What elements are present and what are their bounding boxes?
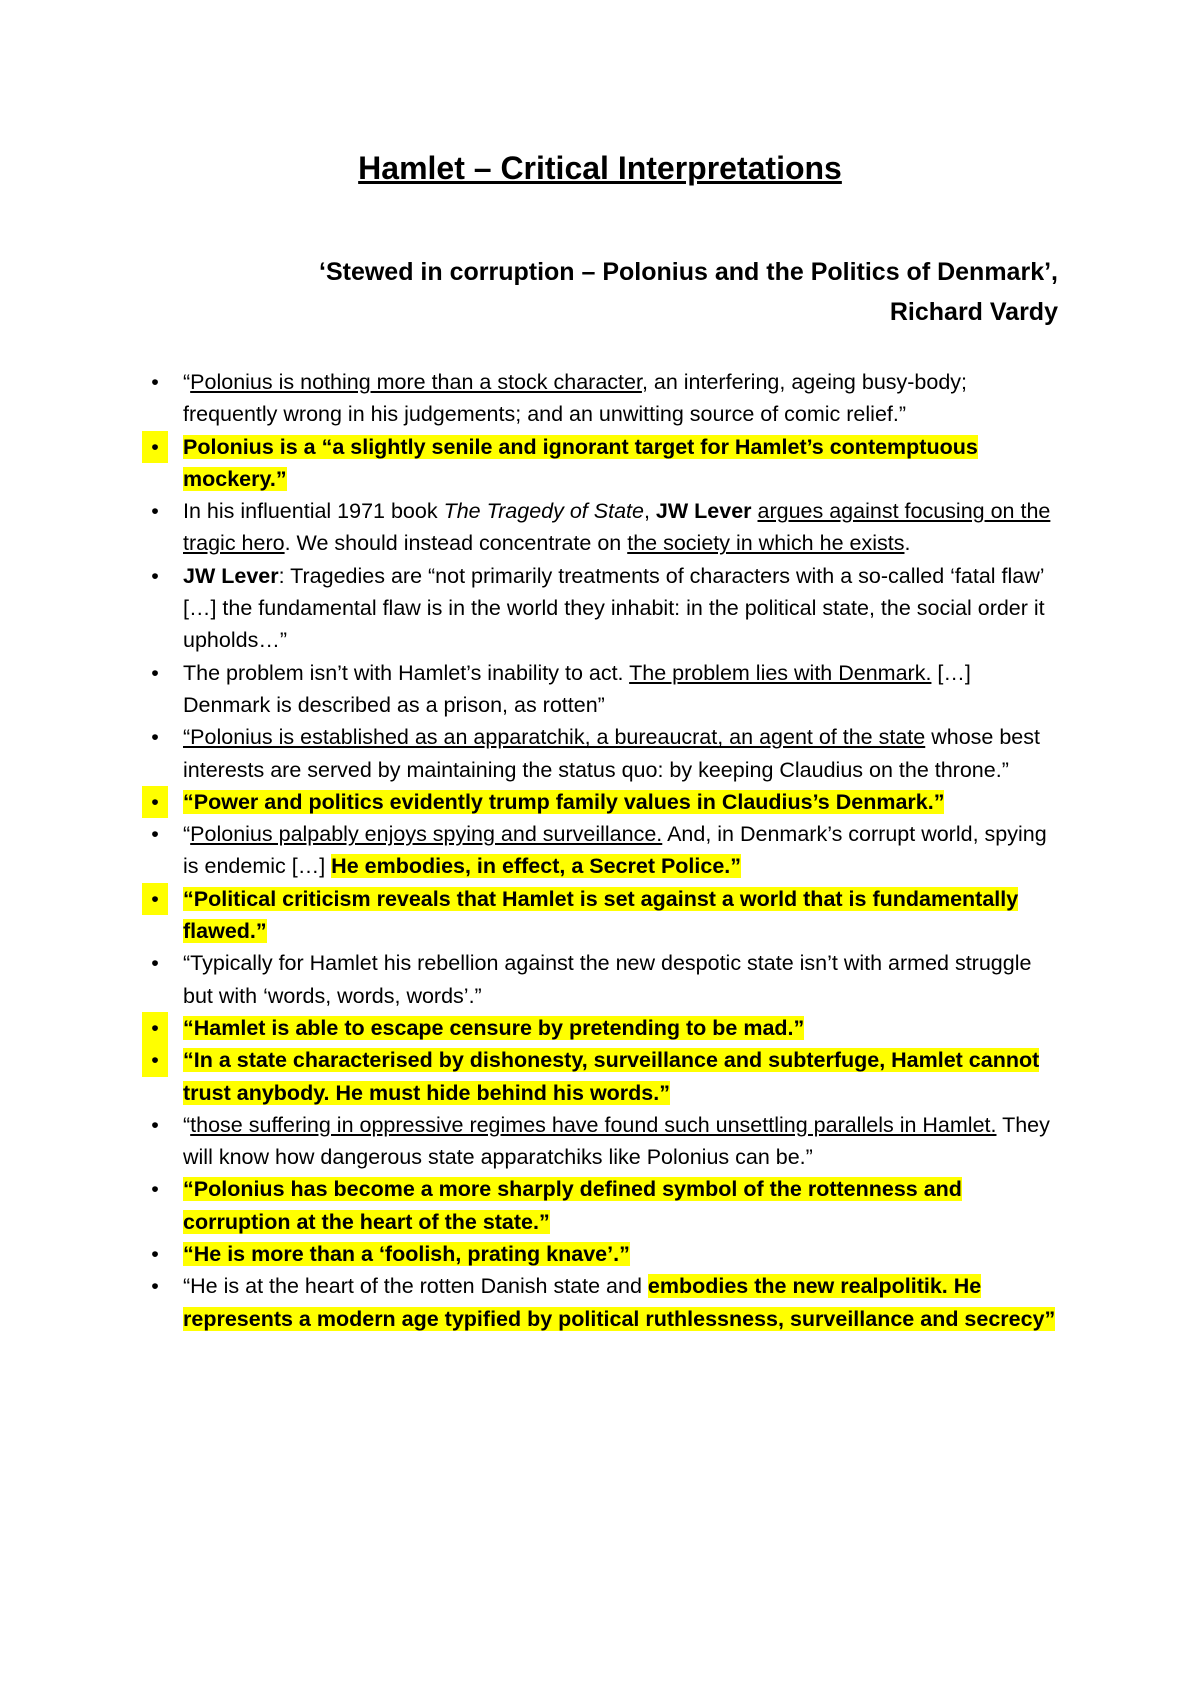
bullet-icon: • [142, 786, 168, 818]
bullet-text-segment: , an interfering, ageing busy-body; frequently wrong in his judgements; and an unwitting source of comic relief.” [183, 370, 968, 427]
bullet-item [151, 560, 1063, 657]
bullet-item [151, 495, 1063, 560]
bullet-text-segment: In his influential 1971 book [183, 499, 444, 524]
bullet-text-segment: And, in Denmark’s corrupt world, spying is endemic […] [183, 822, 1047, 879]
bullet-text-segment: Polonius is nothing more than a stock character [190, 370, 642, 394]
bullet-icon: • [151, 1177, 159, 1202]
bullet-item [151, 1109, 1063, 1174]
bullet-text-segment: The problem lies with Denmark. [629, 660, 932, 685]
bullet-item [151, 657, 1063, 722]
article-author: Richard Vardy [889, 298, 1058, 326]
bullet-text-segment: “Typically for Hamlet his rebellion against the new despotic state isn’t with armed struggle but with ‘words, words, words’.” [183, 951, 1032, 1008]
bullet-icon: • [151, 499, 159, 524]
bullet-icon: • [151, 1242, 159, 1267]
bullet-text-segment: “He is at the heart of the rotten Danish state and [183, 1274, 648, 1299]
bullet-text-segment: : Tragedies are “not primarily treatments of characters with a so-called ‘fatal flaw’ […] the fundamental flaw is in the world they inhabit: in the political state, the social order it upholds…” [183, 563, 1045, 653]
bullet-text-segment: “ [183, 1112, 191, 1137]
bullet-item [151, 1270, 1063, 1335]
bullet-text-segment: “Hamlet is able to escape censure by pretending to be mad.” [183, 1015, 805, 1040]
bullet-icon: • [151, 563, 159, 588]
article-title: ‘Stewed in corruption – Polonius and the Politics of Denmark’, [319, 258, 1058, 286]
bullet-text-segment: The problem isn’t with Hamlet’s inability to act. [183, 660, 630, 685]
bullet-item [151, 721, 1063, 786]
bullet-text-segment: They will know how dangerous state apparatchiks like Polonius can be.” [183, 1112, 1050, 1170]
bullet-text-segment: “He is more than a ‘foolish, prating knave’.” [183, 1242, 630, 1267]
bullet-icon: • [151, 1274, 159, 1299]
bullet-text-segment: argues against focusing on the tragic hero [183, 499, 1051, 556]
bullet-text-segment: “ [183, 822, 191, 847]
bullet-text-segment: “ [183, 370, 191, 394]
bullet-text-segment: […] Denmark is described as a prison, as rotten” [183, 660, 971, 717]
bullet-icon: • [142, 1044, 168, 1076]
bullet-text-segment: JW Lever [183, 563, 279, 588]
bullet-item [151, 818, 1063, 883]
bullet-item [151, 947, 1063, 1012]
bullet-item [151, 786, 1063, 818]
bullet-item [151, 883, 1063, 948]
bullet-text-segment: “Political criticism reveals that Hamlet is set against a world that is fundamentally flawed.” [183, 886, 1019, 944]
bullet-text-segment: The Tragedy of State [443, 499, 644, 524]
bullet-item [151, 1173, 1063, 1238]
bullet-icon: • [142, 431, 168, 463]
bullet-icon: • [142, 883, 168, 915]
bullet-text-segment: He embodies, in effect, a Secret Police.” [331, 854, 742, 879]
bullet-item [151, 431, 1063, 496]
document-title: Hamlet – Critical Interpretations [358, 150, 842, 186]
bullet-text-segment: JW Lever [655, 499, 752, 524]
bullet-item [151, 366, 1063, 431]
bullet-text-segment: . We should instead concentrate on [284, 531, 628, 556]
bullet-text-segment: Polonius palpably enjoys spying and surveillance. [190, 822, 663, 847]
bullet-icon: • [151, 951, 159, 976]
bullet-text-segment: the society in which he exists [627, 531, 905, 556]
bullet-icon: • [151, 725, 159, 750]
bullet-text-segment: “Power and politics evidently trump family values in Claudius’s Denmark.” [183, 789, 945, 814]
bullet-icon: • [151, 660, 159, 685]
bullet-text-segment: “Polonius is established as an apparatchik, a bureaucrat, an agent of the state [183, 725, 926, 750]
bullet-list [151, 366, 1063, 1335]
bullet-text-segment: those suffering in oppressive regimes have found such unsettling parallels in Hamlet. [190, 1112, 997, 1137]
bullet-text-segment: . [904, 531, 911, 556]
bullet-icon: • [151, 1112, 159, 1137]
bullet-text-segment: “In a state characterised by dishonesty, surveillance and subterfuge, Hamlet cannot trust anybody. He must hide behind his words.” [183, 1048, 1040, 1105]
bullet-icon: • [151, 822, 159, 847]
bullet-text-segment: Polonius is a “a slightly senile and ignorant target for Hamlet’s contemptuous mockery.” [183, 434, 978, 491]
bullet-text-segment: embodies the new realpolitik. He represents a modern age typified by political ruthlessness, surveillance and secrecy” [183, 1274, 1056, 1331]
bullet-text-segment: “Polonius has become a more sharply defined symbol of the rottenness and corruption at the heart of the state.” [183, 1177, 962, 1234]
bullet-item [151, 1238, 1063, 1270]
bullet-item [151, 1044, 1063, 1109]
bullet-text-segment: whose best interests are served by maintaining the status quo: by keeping Claudius on the throne.” [183, 725, 1040, 782]
bullet-icon: • [151, 370, 159, 394]
article-citation [158, 252, 1058, 332]
bullet-item [151, 1012, 1063, 1044]
bullet-text-segment: , [643, 499, 656, 524]
bullet-icon: • [142, 1012, 168, 1044]
